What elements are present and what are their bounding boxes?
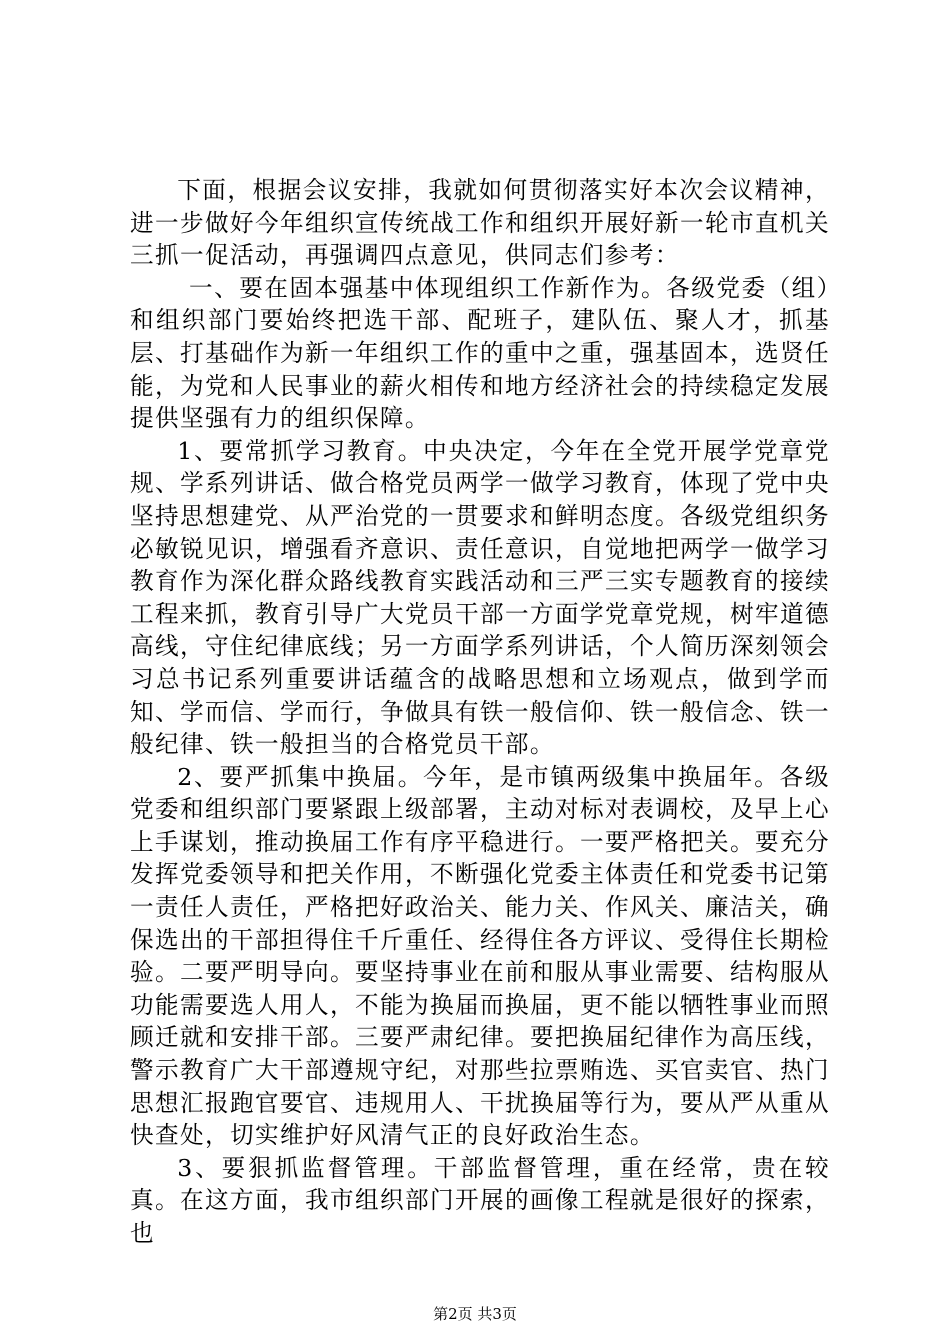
point-one-paragraph: 1、要常抓学习教育。中央决定，今年在全党开展学党章党规、学系列讲话、做合格党员两学一做学习教育，体现了党中央坚持思想建党、从严治党的一贯要求和鲜明态度。各级党组织务必敏锐见识，增强看齐意识、责任意识，自觉地把两学一做学习教育作为深化群众路线教育实践活动和三严三实专题教育的接续工程来抓，教育引导广大党员干部一方面学党章党规，树牢道德高线，守住纪律底线；另一方面学系列讲话，个人简历深刻领会习总书记系列重要讲话蕴含的战略思想和立场观点，做到学而知、学而信、学而行，争做具有铁一般信仰、铁一般信念、铁一般纪律、铁一般担当的合格党员干部。 (130, 436, 830, 759)
point-two-paragraph: 2、要严抓集中换届。今年，是市镇两级集中换届年。各级党委和组织部门要紧跟上级部署，主动对标对表调校，及早上心上手谋划，推动换届工作有序平稳进行。一要严格把关。要充分发挥党委领导和把关作用，不断强化党委主体责任和党委书记第一责任人责任，严格把好政治关、能力关、作风关、廉洁关，确保选出的干部担得住千斤重任、经得住各方评议、受得住长期检验。二要严明导向。要坚持事业在前和服从事业需要、结构服从功能需要选人用人，不能为换届而换届，更不能以牺牲事业而照顾迁就和安排干部。三要严肃纪律。要把换届纪律作为高压线，警示教育广大干部遵规守纪，对那些拉票贿选、买官卖官、热门思想汇报跑官要官、违规用人、干扰换届等行为，要从严从重从快查处，切实维护好风清气正的良好政治生态。 (130, 762, 830, 1150)
document-body (130, 174, 830, 1250)
section-one-paragraph: 一、要在固本强基中体现组织工作新作为。各级党委（组）和组织部门要始终把选干部、配班子，建队伍、聚人才，抓基层、打基础作为新一年组织工作的重中之重，强基固本，选贤任能，为党和人民事业的薪火相传和地方经济社会的持续稳定发展提供坚强有力的组织保障。 (130, 273, 830, 433)
page-footer: 第2页 共3页 (433, 1305, 517, 1323)
intro-paragraph: 下面，根据会议安排，我就如何贯彻落实好本次会议精神，进一步做好今年组织宣传统战工作和组织开展好新一轮市直机关三抓一促活动，再强调四点意见，供同志们参考： (130, 176, 830, 270)
point-three-paragraph: 3、要狠抓监督管理。干部监督管理，重在经常，贵在较真。在这方面，我市组织部门开展的画像工程就是很好的探索，也 (130, 1153, 830, 1247)
